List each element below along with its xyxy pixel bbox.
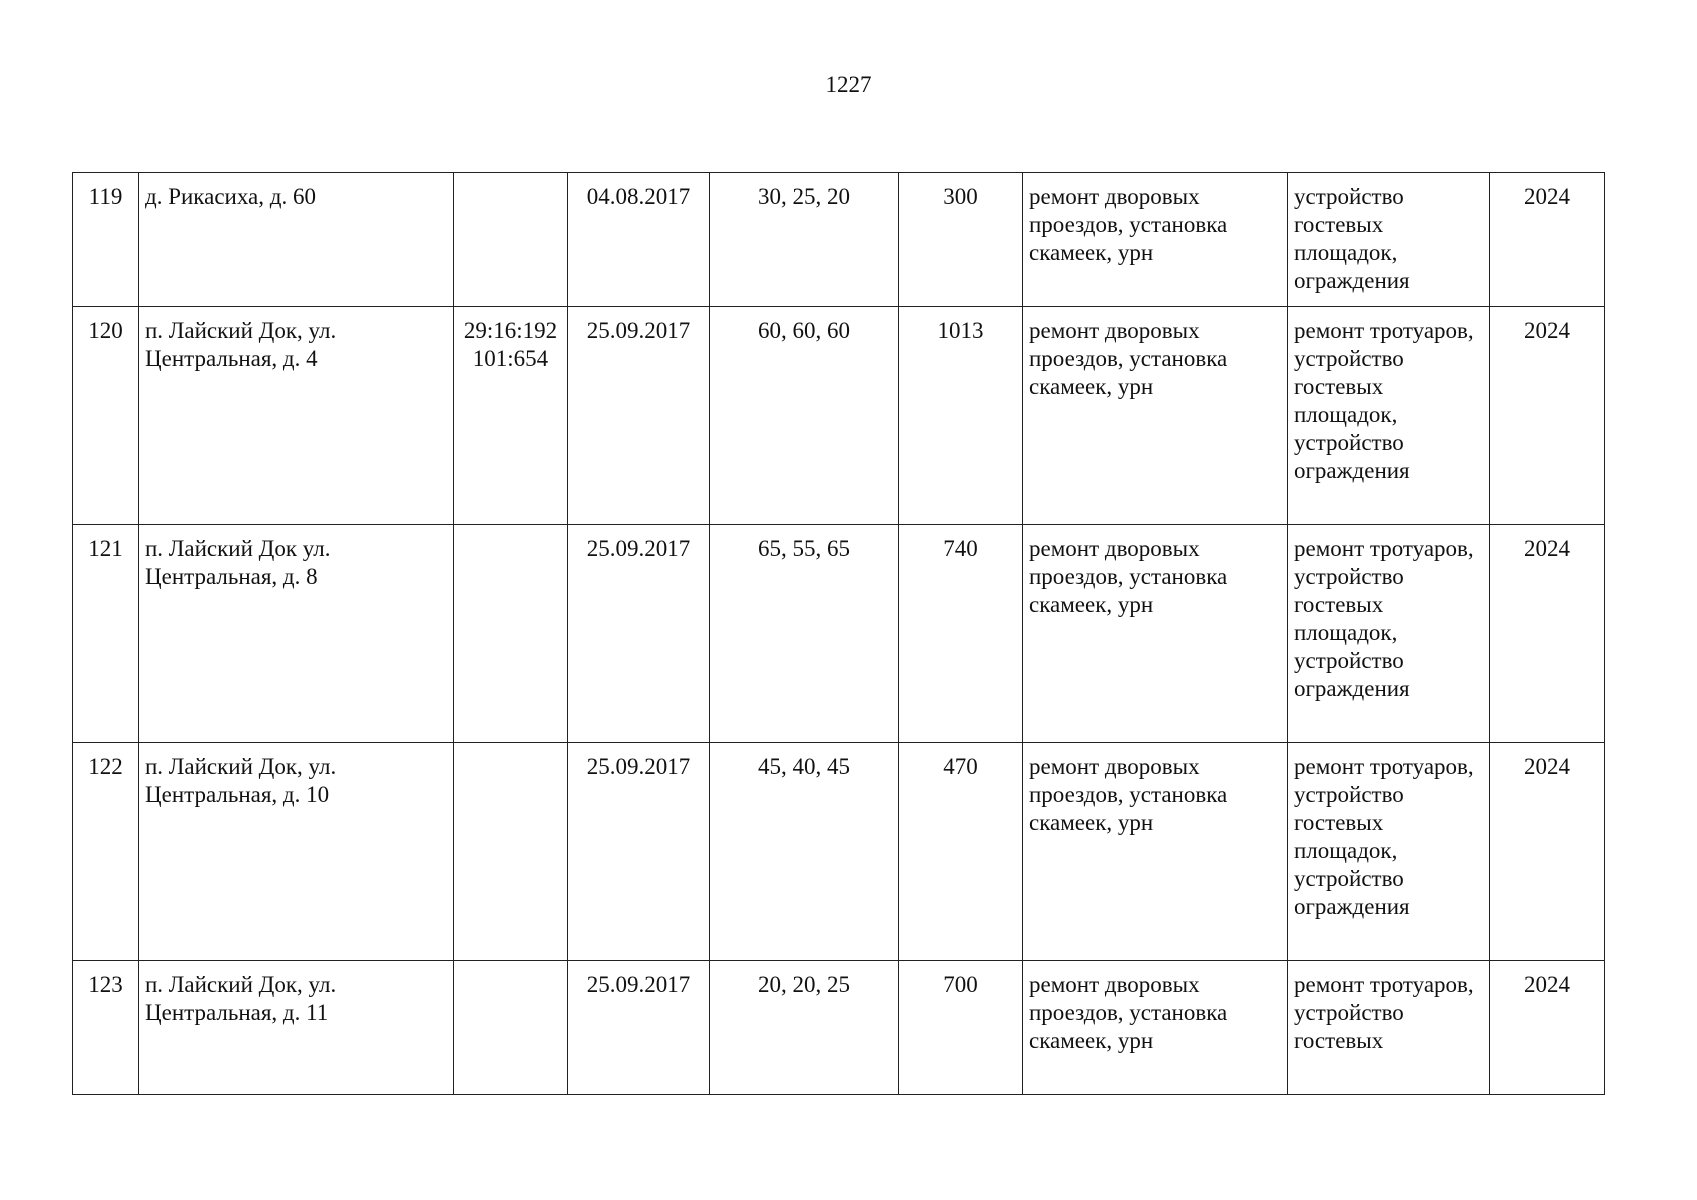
dimensions-cell: 20, 20, 25 <box>710 961 899 1095</box>
date-cell: 25.09.2017 <box>568 525 710 743</box>
address-cell: п. Лайский Док ул. Центральная, д. 8 <box>139 525 454 743</box>
table-row <box>73 173 1605 307</box>
dimensions-cell: 30, 25, 20 <box>710 173 899 307</box>
cadastral-cell <box>454 173 568 307</box>
extra-works-cell: ремонт тротуаров, устройство гостевых площадок, устройство ограждения <box>1288 743 1490 961</box>
dimensions-cell: 60, 60, 60 <box>710 307 899 525</box>
address-cell: д. Рикасиха, д. 60 <box>139 173 454 307</box>
works-cell: ремонт дворовых проездов, установка скамеек, урн <box>1023 307 1288 525</box>
date-cell: 25.09.2017 <box>568 307 710 525</box>
table-row <box>73 743 1605 961</box>
dimensions-cell: 45, 40, 45 <box>710 743 899 961</box>
table-row <box>73 961 1605 1095</box>
works-cell: ремонт дворовых проездов, установка скамеек, урн <box>1023 961 1288 1095</box>
cadastral-cell: 29:16:192 101:654 <box>454 307 568 525</box>
row-number: 123 <box>73 961 139 1095</box>
year-cell: 2024 <box>1490 525 1605 743</box>
cadastral-cell <box>454 961 568 1095</box>
works-cell: ремонт дворовых проездов, установка скамеек, урн <box>1023 173 1288 307</box>
row-number: 120 <box>73 307 139 525</box>
extra-works-cell: устройство гостевых площадок, ограждения <box>1288 173 1490 307</box>
area-cell: 300 <box>899 173 1023 307</box>
date-cell: 25.09.2017 <box>568 743 710 961</box>
row-number: 122 <box>73 743 139 961</box>
year-cell: 2024 <box>1490 173 1605 307</box>
cadastral-cell <box>454 743 568 961</box>
year-cell: 2024 <box>1490 307 1605 525</box>
year-cell: 2024 <box>1490 961 1605 1095</box>
dimensions-cell: 65, 55, 65 <box>710 525 899 743</box>
row-number: 119 <box>73 173 139 307</box>
works-cell: ремонт дворовых проездов, установка скамеек, урн <box>1023 525 1288 743</box>
cadastral-cell <box>454 525 568 743</box>
extra-works-cell: ремонт тротуаров, устройство гостевых <box>1288 961 1490 1095</box>
year-cell: 2024 <box>1490 743 1605 961</box>
area-cell: 700 <box>899 961 1023 1095</box>
extra-works-cell: ремонт тротуаров, устройство гостевых площадок, устройство ограждения <box>1288 307 1490 525</box>
address-cell: п. Лайский Док, ул. Центральная, д. 11 <box>139 961 454 1095</box>
improvement-table <box>72 172 1605 1095</box>
area-cell: 1013 <box>899 307 1023 525</box>
works-cell: ремонт дворовых проездов, установка скамеек, урн <box>1023 743 1288 961</box>
address-cell: п. Лайский Док, ул. Центральная, д. 10 <box>139 743 454 961</box>
table-row <box>73 307 1605 525</box>
page-number: 1227 <box>825 72 872 97</box>
date-cell: 04.08.2017 <box>568 173 710 307</box>
table-row <box>73 525 1605 743</box>
area-cell: 740 <box>899 525 1023 743</box>
row-number: 121 <box>73 525 139 743</box>
address-cell: п. Лайский Док, ул. Центральная, д. 4 <box>139 307 454 525</box>
date-cell: 25.09.2017 <box>568 961 710 1095</box>
extra-works-cell: ремонт тротуаров, устройство гостевых площадок, устройство ограждения <box>1288 525 1490 743</box>
area-cell: 470 <box>899 743 1023 961</box>
